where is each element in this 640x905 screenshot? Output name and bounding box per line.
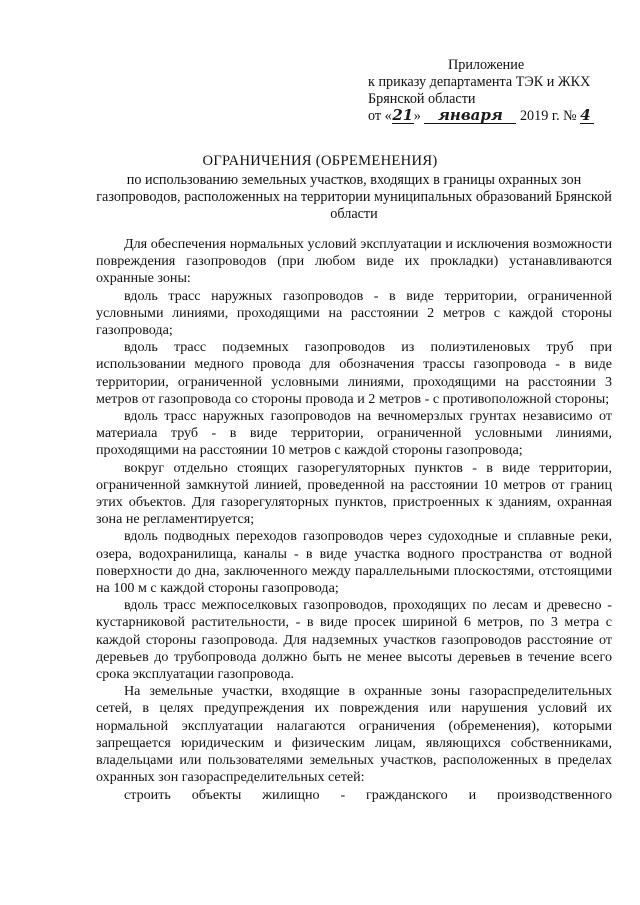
paragraph: Для обеспечения нормальных условий эксплуатации и исключения возможности повреждения газопроводов (при любом виде их прокладки) устанавливаются охранные зоны: — [96, 236, 612, 287]
handwritten-month: января — [424, 108, 516, 124]
document-subtitle: по использованию земельных участков, входящих в границы охранных зон газопроводов, расположенных на территории муниципальных образований Брянской области — [96, 172, 612, 223]
paragraph: вдоль трасс наружных газопроводов - в виде территории, ограниченной условными линиями, проходящими на расстоянии 2 метров с каждой стороны газопровода; — [96, 287, 612, 339]
paragraph: На земельные участки, входящие в охранные зоны газораспределительных сетей, в целях предупреждения их повреждения или нарушения условий их нормальной эксплуатации налагаются ограничения (обременения), которыми запрещается юридическим и физическим лицам, являющихся собственниками, владельцами или пользователями земельных участков, расположенных в пределах охранных зон газораспределительных сетей: — [96, 683, 612, 786]
paragraph: вдоль трасс подземных газопроводов из полиэтиленовых труб при использовании медного провода для обозначения трассы газопровода - в виде территории, ограниченной условными линиями, проходящими на расстоянии 3 метров от газопровода со стороны провода и 2 метров - с противоположной стороны; — [96, 339, 612, 407]
paragraph: вдоль трасс наружных газопроводов на вечномерзлых грунтах независимо от материала труб - в виде территории, ограниченной условными линиями, проходящими на расстоянии 10 метров с каждой стороны газопровода; — [96, 408, 612, 459]
appendix-title: Приложение — [448, 57, 525, 73]
appendix-block — [368, 57, 630, 125]
paragraph: строить объекты жилищно - гражданского и производственного — [124, 786, 612, 803]
appendix-region: Брянской области — [368, 91, 476, 107]
date-prefix: от « — [368, 108, 392, 124]
paragraph: вдоль подводных переходов газопроводов через судоходные и сплавные реки, озера, водохранилища, каналы - в виде участка водного пространства от водной поверхности до дна, заключенного между параллельными плоскостями, отстоящими на 100 м с каждой стороны газопровода; — [96, 528, 612, 597]
paragraph: вдоль трасс межпоселковых газопроводов, проходящих по лесам и древесно - кустарниковой растительности, - в виде просек шириной 6 метров, по 3 метра с каждой стороны газопровода. Для надземных участков газопроводов расстояние от деревьев до трубопровода должно быть не менее высоты деревьев в течение всего срока эксплуатации газопровода. — [96, 597, 612, 683]
handwritten-number: 4 — [580, 108, 594, 124]
date-mid: » — [413, 108, 421, 124]
document-title: ОГРАНИЧЕНИЯ (ОБРЕМЕНЕНИЯ) — [202, 153, 438, 169]
paragraph: вокруг отдельно стоящих газорегуляторных пунктов - в виде территории, ограниченной замкнутой линией, проведенной на расстоянии 10 метров от границ этих объектов. Для газорегуляторных пунктов, пристроенных к зданиям, охранная зона не регламентируется; — [96, 459, 612, 528]
date-year-number: 2019 г. № — [519, 108, 577, 124]
handwritten-day: 21 — [392, 106, 414, 124]
appendix-date-line — [368, 108, 630, 125]
document-body — [96, 236, 612, 804]
appendix-order-ref: к приказу департамента ТЭК и ЖКХ — [368, 74, 591, 90]
